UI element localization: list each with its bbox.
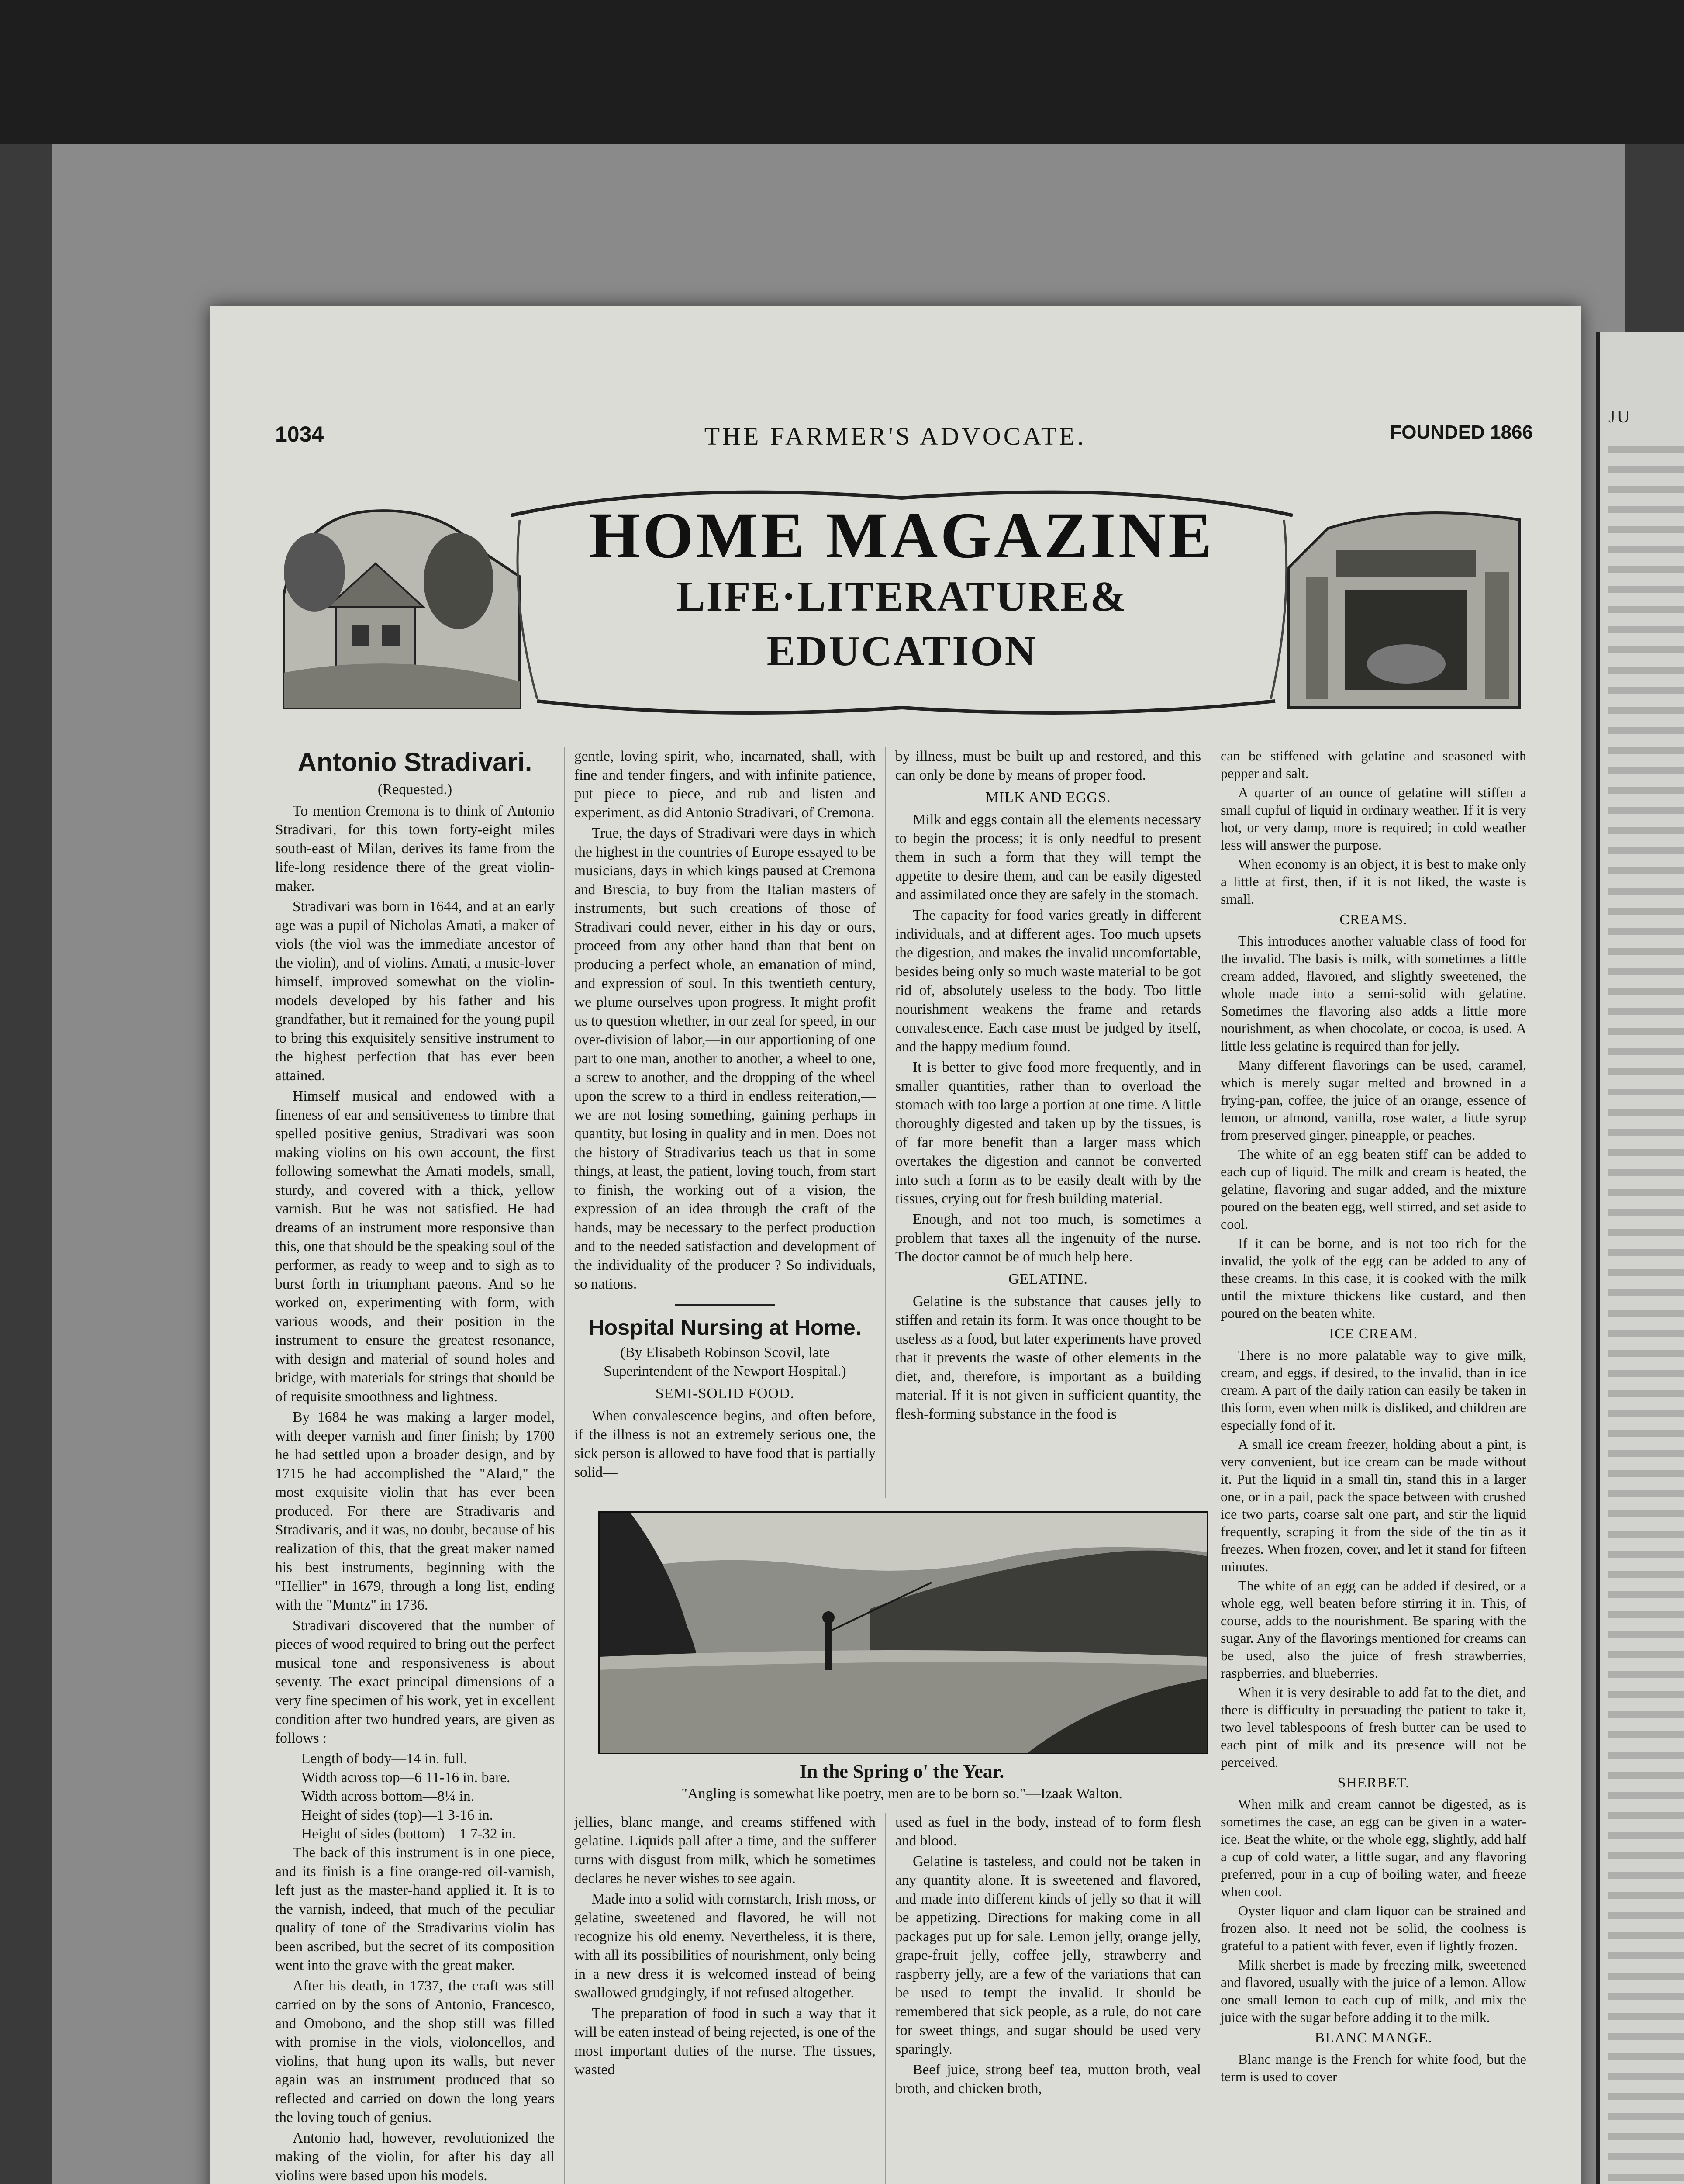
paragraph: Gelatine is the substance that causes jelly to stiffen and retain its form. It was once thought to be useless as a food, but later experiments have proved that it prevents the waste of other elements in the diet, and, therefore, is important as a building material. If it is not given in sufficient quantity, the flesh-forming substance in the food is [895,1293,1201,1422]
facing-page-text-line [1608,888,1684,895]
facing-page-text-line [1608,2113,1684,2120]
paragraph: used as fuel in the body, instead of to form flesh and blood. [895,1814,1201,1849]
facing-page-text-line [1608,1169,1684,1176]
facing-page-text-line [1608,2174,1684,2181]
facing-page-text-line [1608,1551,1684,1558]
paragraph: This introduces another valuable class of food for the invalid. The basis is milk, with sometimes a little cream added, flavored, and slightly sweetened, the whole made into a semi-solid with gelatine. Sometimes the flavoring also adds a little more nourishment, as when chocolate, or cocoa, is used. A little less gelatine is required than for jelly. [1221,933,1526,1054]
facing-page-text-line [1608,1872,1684,1879]
dimension-item: Length of body—14 in. full. [301,1751,467,1767]
paragraph: The back of this instrument is in one piece, and its finish is a fine orange-red oil-varnish, left just as the master-hand applied it. It is to the varnish, indeed, that much of the peculiar quality of tone of the Stradivarius violin has been ascribed, but the secret of its composition went into the grave with the great maker. [275,1845,555,1973]
facing-page-text-line [1608,506,1684,513]
facing-page-text-line [1608,1149,1684,1156]
dimension-item: Width across top—6 11-16 in. bare. [301,1769,511,1786]
column-rule [885,747,886,1498]
column-4 [1221,747,1526,2087]
facing-page-text-line [1608,446,1684,453]
paragraph: Antonio had, however, revolutionized the making of the violin, for after his day all violins were based upon his models. [275,2130,555,2184]
facing-page-text-line [1608,626,1684,633]
facing-page-text-line [1608,2013,1684,2020]
facing-page-text-line [1608,727,1684,734]
facing-page-text-line [1608,1109,1684,1116]
paragraph: By 1684 he was making a larger model, with deeper varnish and finer finish; by 1700 he had settled upon a broader design, and by 1715 he had accomplished the "Alard," the most exquisite violin that has ever been produced. For there are Stradivaris and Stradivaris, and it was, no doubt, because of his realization of this, that the great maker named his best instruments, beginning with the "Hellier" in 1679, through a long list, ending with the "Muntz" in 1736. [275,1409,555,1613]
facing-page-text-line [1608,466,1684,473]
facing-page-text-line [1608,586,1684,593]
column-rule [885,1813,886,2184]
paragraph: The capacity for food varies greatly in different individuals, and at different ages. Too much upsets the digestion, and makes the invalid uncomfortable, besides being only so much waste material to be got rid of, absolutely useless to the body. Too little nourishment weakens the frame and retards convalescence. Each case must be judged by itself, and the happy medium found. [895,907,1201,1055]
facing-page-text-line [1608,1812,1684,1819]
paragraph: Blanc mange is the French for white food, but the term is used to cover [1221,2051,1526,2084]
paragraph: If it can be borne, and is not too rich for the invalid, the yolk of the egg can be added to any of these creams. In this case, it is cooked with the milk until the mixture thickens like custard, and then poured on the beaten white. [1221,1235,1526,1321]
facing-page-text-line [1608,1470,1684,1477]
column-3-upper [895,747,1201,1425]
dimension-item: Width across bottom—8¼ in. [301,1788,474,1804]
paragraph: A small ice cream freezer, holding about a pint, is very convenient, but ice cream can be made without it. Put the liquid in a small tin, stand this in a larger one, or in a pail, pack the space between with crushed ice two parts, coarse salt one part, and stir the liquid frequently, scraping it from the side of the tin as it freezes. When frozen, cover, and let it stand for fifteen minutes. [1221,1436,1526,1574]
paragraph: Oyster liquor and clam liquor can be strained and frozen also. It need not be solid, the coolness is grateful to a patient with fever, even if lightly frozen. [1221,1903,1526,1953]
paragraph: can be stiffened with gelatine and seasoned with pepper and salt. [1221,748,1526,781]
facing-page-text-line [1608,526,1684,533]
paragraph: Beef juice, strong beef tea, mutton broth, veal broth, and chicken broth, [895,2062,1201,2097]
paragraph: When milk and cream cannot be digested, as is sometimes the case, an egg can be given in a water-ice. Beat the white, or the whole egg, slightly, add half a cup of cold water, a little sugar, and any flavoring preferred, pour in a cup of boiling water, and freeze when cool. [1221,1796,1526,1899]
paragraph: Enough, and not too much, is sometimes a problem that taxes all the ingenuity of the nurse. The doctor cannot be of much help here. [895,1211,1201,1265]
facing-page-text-line [1608,1089,1684,1095]
section-heading-milk-and-eggs: MILK AND EGGS. [985,789,1111,805]
dimension-item: Height of sides (top)—1 3-16 in. [301,1807,493,1823]
facing-page-text-line [1608,827,1684,834]
facing-page-text-line [1608,2093,1684,2100]
facing-page-text-line [1608,1571,1684,1578]
facing-page-text-line [1608,2153,1684,2160]
facing-page-text-line [1608,1008,1684,1015]
paragraph: To mention Cremona is to think of Antonio Stradivari, for this town forty-eight miles south-east of Milan, derives its fame from the life-long residence there of the great violin-maker. [275,803,555,894]
facing-page-text-line [1608,908,1684,915]
banner-subtitle-line2: EDUCATION [766,628,1037,675]
facing-page-text-line [1608,486,1684,493]
facing-page-text-line [1608,767,1684,774]
facing-page-text-line [1608,1651,1684,1658]
paragraph: Many different flavorings can be used, caramel, which is merely sugar melted and browned in a frying-pan, coffee, the juice of an orange, essence of lemon, or almond, vanilla, rose water, a little syrup from preserved ginger, pineapple, or peaches. [1221,1057,1526,1143]
microfilm-border-top [0,0,1684,144]
banner-title: HOME MAGAZINE [589,499,1215,572]
facing-page-text-line [1608,1912,1684,1919]
facing-page-text-line [1608,1269,1684,1276]
facing-page-text-line [1608,1531,1684,1538]
facing-page-text-line [1608,1852,1684,1859]
section-heading-sherbet: SHERBET. [1337,1775,1410,1791]
section-heading-gelatine: GELATINE. [1008,1271,1088,1287]
facing-page-running-head: JU [1608,407,1632,426]
facing-page-text-line [1608,1410,1684,1417]
facing-page-text-line [1608,1490,1684,1497]
facing-page-text-line [1608,646,1684,653]
facing-page-text-line [1608,1048,1684,1055]
facing-page-text-line [1608,1209,1684,1216]
article-title-stradivari: Antonio Stradivari. [297,747,532,777]
column-3-lower [895,1813,1201,2100]
facing-page-text-line [1608,1068,1684,1075]
facing-page-text-line [1608,1952,1684,1959]
facing-page-text-line [1608,928,1684,935]
paragraph: The white of an egg can be added if desired, or a whole egg, well beaten before stirring it in. This, of course, adds to the nourishment. Be sparing with the sugar. Any of the flavorings mentioned for creams can be used, also the juice of fresh strawberries, raspberries, and blueberries. [1221,1578,1526,1681]
article-title-hospital-nursing: Hospital Nursing at Home. [588,1315,862,1340]
home-magazine-banner [275,463,1529,725]
facing-page-text-line [1608,847,1684,854]
paragraph: The white of an egg beaten stiff can be added to each cup of liquid. The milk and cream is heated, the gelatine, flavoring and sugar added, and the mixture poured on the beaten egg, well stirred, and set aside to cool. [1221,1146,1526,1232]
facing-page-text-line [1608,1289,1684,1296]
facing-page-text-line [1608,1611,1684,1618]
facing-page-text-line [1608,1430,1684,1437]
newspaper-page [210,306,1581,2184]
facing-page-text-line [1608,1189,1684,1196]
facing-page-text-line [1608,1932,1684,1939]
facing-page-text-line [1608,1832,1684,1839]
article-note-requested: (Requested.) [377,781,452,798]
facing-page-text-line [1608,2053,1684,2060]
photo-spring-angler [598,1511,1208,1754]
facing-page-text-line [1608,968,1684,975]
column-1 [275,747,555,2184]
dimension-item: Height of sides (bottom)—1 7-32 in. [301,1826,516,1842]
section-heading-semi-solid-food: SEMI-SOLID FOOD. [655,1386,795,1402]
facing-page-text-line [1608,1249,1684,1256]
facing-page-text-line [1608,606,1684,613]
paragraph: A quarter of an ounce of gelatine will stiffen a small cupful of liquid in ordinary weather. If it is very hot, or very damp, more is required; in cold weather less will answer the purpose. [1221,784,1526,853]
paragraph: After his death, in 1737, the craft was still carried on by the sons of Antonio, Francesco, and Omobono, and the shop still was filled with promise in the viols, violoncellos, and violins, that hung upon its walls, but never again was an instrument produced that so reflected and carried on down the long years the loving touch of genius. [275,1978,555,2125]
paragraph: Milk sherbet is made by freezing milk, sweetened and flavored, usually with the juice of a lemon. Allow one small lemon to each cup of milk, and mix the juice with the sugar before adding it to the milk. [1221,1957,1526,2025]
facing-page-text-line [1608,1892,1684,1899]
facing-page-text-line [1608,1510,1684,1517]
facing-page-text-line [1608,2033,1684,2040]
facing-page-text-line [1608,787,1684,794]
facing-page-text-line [1608,1310,1684,1317]
facing-page-text-line [1608,948,1684,955]
facing-page-text-line [1608,1731,1684,1738]
paragraph: Made into a solid with cornstarch, Irish moss, or gelatine, sweetened and flavored, he will not recognize his old enemy. Nevertheless, it is there, with all its possibilities of nourishment, only being in a new dress it is welcomed instead of being swallowed grudgingly, if not refused altogether. [574,1891,876,2001]
article-byline: (By Elisabeth Robinson Scovil, late Superintendent of the Newport Hospital.) [604,1344,846,1379]
facing-page-text-line [1608,1993,1684,2000]
photo-landscape-illustration [600,1513,1207,1753]
paragraph: Stradivari was born in 1644, and at an early age was a pupil of Nicholas Amati, a maker of viols (the viol was the immediate ancestor of the violin), and of violins. Amati, a music-lover himself, improved somewhat on the violin-models developed by his father and his grandfather, but it remained for the young pupil to bring this exquisitely sensitive instrument to the highest perfection that has ever been attained. [275,898,555,1084]
facing-page-text-line [1608,988,1684,995]
paragraph: The preparation of food in such a way that it will be eaten instead of being rejected, is one of the most important duties of the nurse. The tissues, wasted [574,2005,876,2078]
paragraph: by illness, must be built up and restored, and this can only be done by means of proper food. [895,748,1201,783]
paragraph: When it is very desirable to add fat to the diet, and there is difficulty in persuading the patient to take it, two level tablespoons of fresh butter can be used to each pint of milk and its presence will not be perceived. [1221,1684,1526,1770]
paragraph: When convalescence begins, and often before, if the illness is not an extremely serious one, the sick person is allowed to have food that is partially solid— [574,1408,876,1480]
facing-page-text-line [1608,1129,1684,1136]
photo-quote: "Angling is somewhat like poetry, men are to be born so."—Izaak Walton. [681,1786,1122,1802]
facing-page-text-line [1608,1591,1684,1598]
page-number: 1034 [275,422,324,446]
facing-page-text-line [1608,566,1684,573]
banner-subtitle-line1: LIFE·LITERATURE& [676,573,1127,620]
facing-page-text-line [1608,747,1684,754]
photo-caption: In the Spring o' the Year. [799,1761,1004,1782]
paragraph: There is no more palatable way to give milk, cream, and eggs, if desired, to the invalid, than in ice cream. A part of the daily ration can easily be taken in this form, even when milk is disliked, and children are especially fond of it. [1221,1347,1526,1433]
section-heading-blanc-mange: BLANC MANGE. [1315,2030,1432,2046]
facing-page-text-line [1608,707,1684,714]
facing-page-text-line [1608,1772,1684,1779]
facing-page-text-line [1608,1390,1684,1397]
facing-page-text-line [1608,1370,1684,1377]
column-rule [564,747,565,2184]
section-heading-creams: CREAMS. [1339,912,1408,928]
paragraph: Himself musical and endowed with a fineness of ear and sensitiveness to timbre that spelled positive genius, Stradivari was soon making violins on his own account, the first following somewhat the Amati models, small, sturdy, and covered with a thick, yellow varnish. But he was not satisfied. He had dreams of an instrument more responsive than this, one that should be the speaking soul of the performer, as ready to weep and to sigh as to burst forth in triumphant paeons. And so he worked on, experimenting with form, with various woods, and their position in the instrument to ensure the greatest resonance, with design and material of sound holes and bridge, with materials for strings that should be of requisite smoothness and lightness. [275,1088,555,1405]
facing-page-text-line [1608,1691,1684,1698]
facing-page-text-line [1608,2133,1684,2140]
facing-page-text-line [1608,1752,1684,1759]
column-2-lower [574,1813,876,2081]
facing-page-text-line [1608,1028,1684,1035]
facing-page-text-line [1608,1711,1684,1718]
facing-page-text-line [1608,1450,1684,1457]
facing-page-text-line [1608,1229,1684,1236]
facing-page-text-line [1608,1350,1684,1357]
facing-page-text-line [1608,1631,1684,1638]
paragraph: It is better to give food more frequently, and in smaller quantities, rather than to overload the stomach with too large a portion at one time. A little thoroughly digested and taken up by the tissues, is of far more benefit than a larger mass which overtakes the digestion and cannot be converted into such a form as to be easily dealt with by the tissues, crying out for fresh building material. [895,1059,1201,1207]
journal-title: THE FARMER'S ADVOCATE. [704,422,1087,450]
facing-page-text-line [1608,546,1684,553]
facing-page-text-line [1608,2073,1684,2080]
section-divider [675,1304,775,1306]
paragraph: Milk and eggs contain all the elements necessary to begin the process; it is only needful to present them in such a form that they will tempt the appetite to desire them, and can be easily digested and assimilated once they are safely in the stomach. [895,812,1201,903]
paragraph: Stradivari discovered that the number of pieces of wood required to bring out the perfect musical tone and responsiveness is about seventy. The exact principal dimensions of a very fine specimen of his work, yet in excellent condition after two hundred years, are given as follows : [275,1617,555,1746]
paragraph: jellies, blanc mange, and creams stiffened with gelatine. Liquids pall after a time, and the sufferer turns with disgust from milk, which he sometimes declares he never wishes to see again. [574,1814,876,1887]
paragraph: gentle, loving spirit, who, incarnated, shall, with fine and tender fingers, and with infinite patience, put piece to piece, and rub and listen and experiment, as did Antonio Stradivari, of Cremona. [574,748,876,821]
column-2-upper [574,747,876,1483]
paragraph: When economy is an object, it is best to make only a little at first, then, if it is not liked, the waste is small. [1221,856,1526,907]
facing-page-text-line [1608,1671,1684,1678]
facing-page-text-line [1608,1330,1684,1337]
facing-page-text-line [1608,807,1684,814]
violin-dimensions-list [275,1749,555,1843]
facing-page-text-line [1608,867,1684,874]
facing-page-text-line [1608,1792,1684,1799]
facing-page-text-line [1608,1973,1684,1980]
founded-note: FOUNDED 1866 [1390,422,1533,443]
section-heading-ice-cream: ICE CREAM. [1329,1326,1418,1342]
facing-page-text-line [1608,687,1684,694]
paragraph: True, the days of Stradivari were days in which the highest in the countries of Europe essayed to be musicians, days in which kings paused at Cremona and Brescia, to buy from the Italian masters of instruments, but such creations of those of Stradivari could never, either in his day or ours, proceed from any other hand than that bent on producing a perfect whole, an emanation of mind, and expression of soul. In this twentieth century, we plume ourselves upon progress. It might profit us to question whether, in our zeal for speed, in our over-division of labor,—in our apportioning of one part to one man, another to another, a wheel to one, a screw to another, and the dropping of the wheel upon the screw to a third in endless reiteration,—we are not losing something, gaining perhaps in quantity, but losing in quality and in men. Does not the history of Stradivarius teach us that in some things, at least, the patient, loving touch, from start to finish, the working out of a vision, the expression of an idea through the craft of the hands, may be necessary to the perfect production and to the needed satisfaction and development of the individuality of the producer ? So individuals, so nations. [574,825,876,1292]
facing-page-text-line [1608,667,1684,674]
facing-page-edge [1596,332,1684,2184]
running-head [210,422,1581,452]
paragraph: Gelatine is tasteless, and could not be taken in any quantity alone. It is sweetened and flavored, and made into different kinds of jelly so that it will be appetizing. Directions for making come in all packages put up for sale. Lemon jelly, orange jelly, grape-fruit jelly, coffee jelly, strawberry and raspberry jelly, are a few of the variations that can be used to tempt the invalid. It should be remembered that sick people, as a rule, do not care for sweet things, and sugar should be used very sparingly. [895,1853,1201,2057]
